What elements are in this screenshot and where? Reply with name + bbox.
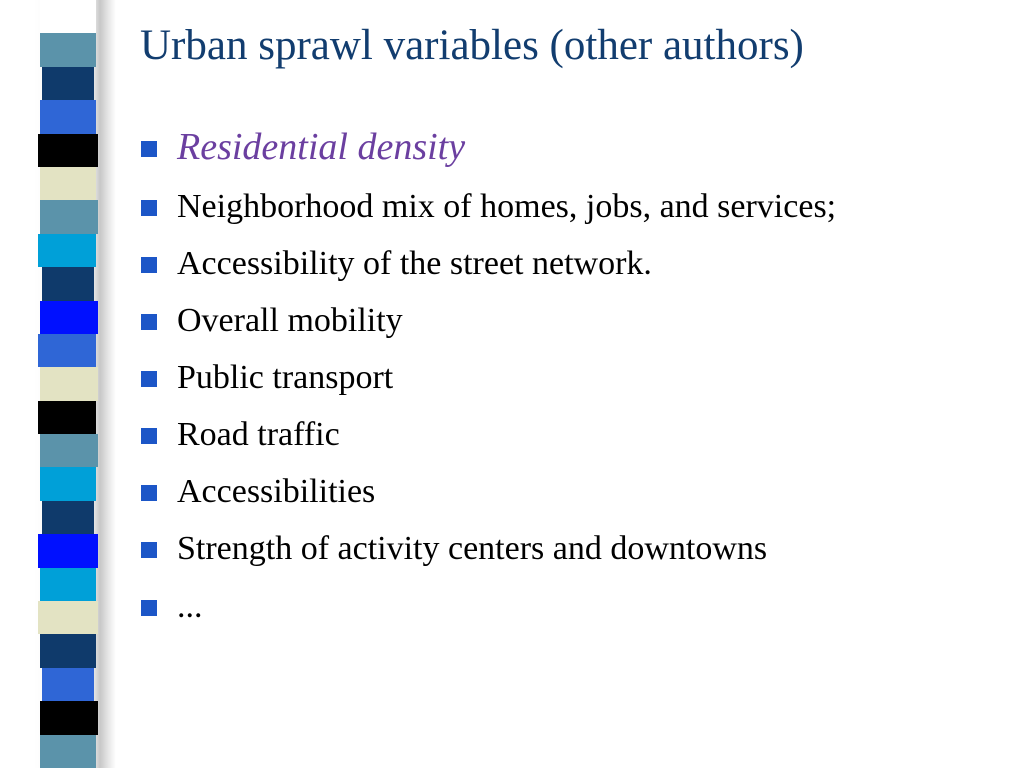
square-bullet-icon [141, 371, 157, 387]
bullet-text: Accessibilities [177, 473, 376, 510]
square-bullet-icon [141, 542, 157, 558]
bullet-text: Overall mobility [177, 302, 403, 339]
square-bullet-icon [141, 257, 157, 273]
square-bullet-icon [141, 200, 157, 216]
bullet-text: Strength of activity centers and downtowns [177, 530, 768, 567]
bullet-text: ... [177, 588, 203, 625]
bullet-text: Neighborhood mix of homes, jobs, and services; [177, 188, 837, 225]
bullet-text: Accessibility of the street network. [177, 245, 652, 282]
square-bullet-icon [141, 600, 157, 616]
square-bullet-icon [141, 485, 157, 501]
slide-title: Urban sprawl variables (other authors) [140, 22, 804, 69]
bullet-text: Residential density [177, 126, 466, 168]
square-bullet-icon [141, 141, 157, 157]
bullet-text: Public transport [177, 359, 394, 396]
square-bullet-icon [141, 428, 157, 444]
square-bullet-icon [141, 314, 157, 330]
bullet-text: Road traffic [177, 416, 340, 453]
